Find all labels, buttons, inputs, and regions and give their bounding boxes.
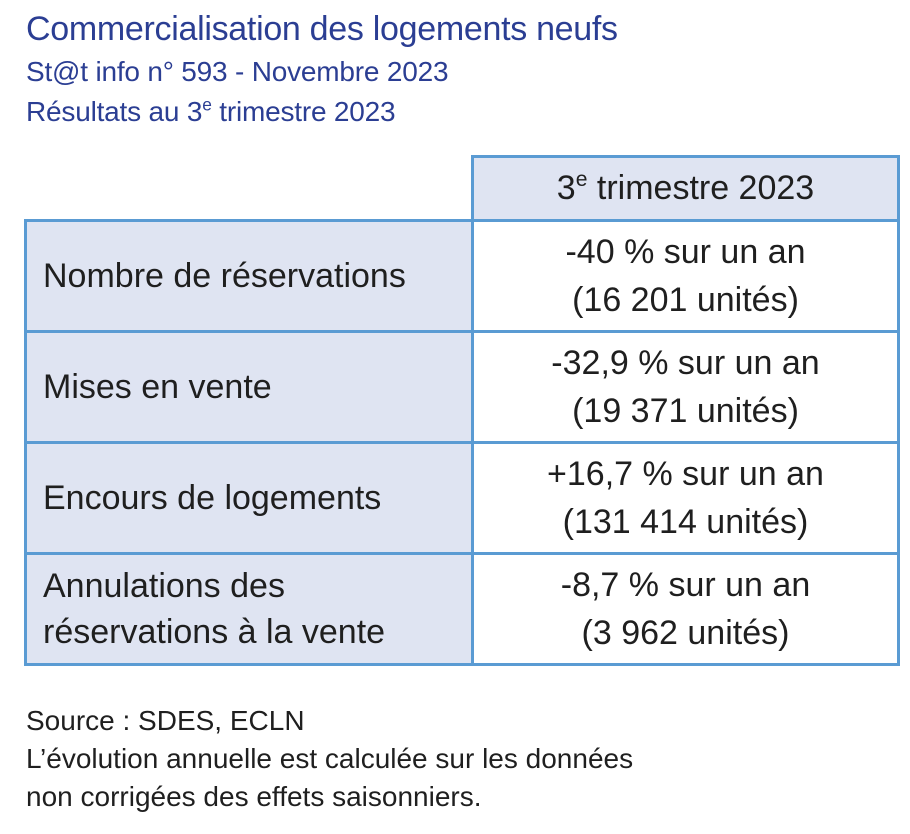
document-header [26, 6, 618, 132]
unit-count: (16 201 unités) [572, 281, 799, 319]
results-period-suffix: trimestre 2023 [211, 96, 396, 127]
annual-change: +16,7 % sur un an [547, 455, 824, 493]
annual-change: -32,9 % sur un an [551, 344, 820, 382]
table-row [26, 443, 899, 554]
table-row [26, 332, 899, 443]
results-period-superscript: e [202, 94, 212, 115]
column-header-superscript: e [575, 167, 588, 191]
page-title: Commercialisation des logements neufs [26, 10, 618, 48]
methodology-note-line-2: non corrigées des effets saisonniers. [26, 781, 482, 812]
row-value [473, 332, 899, 443]
row-label: Annulations des réservations à la vente [26, 554, 473, 665]
table-row [26, 221, 899, 332]
results-period-prefix: Résultats au 3 [26, 96, 203, 127]
results-period [26, 92, 618, 132]
unit-count: (131 414 unités) [562, 503, 809, 541]
document-footer [26, 702, 633, 816]
row-value [473, 443, 899, 554]
row-value [473, 554, 899, 665]
annual-change: -8,7 % sur un an [560, 566, 811, 604]
annual-change: -40 % sur un an [565, 233, 806, 271]
row-label: Mises en vente [26, 332, 473, 443]
column-header-suffix: trimestre 2023 [587, 169, 815, 207]
publication-reference: St@t info n° 593 - Novembre 2023 [26, 56, 449, 87]
column-header-prefix: 3 [556, 169, 576, 207]
row-value [473, 221, 899, 332]
unit-count: (19 371 unités) [572, 392, 799, 430]
unit-count: (3 962 unités) [581, 614, 790, 652]
methodology-note-line-1: L’évolution annuelle est calculée sur les données [26, 743, 634, 774]
source-note: Source : SDES, ECLN [26, 705, 305, 736]
row-label: Nombre de réservations [26, 221, 473, 332]
column-header [473, 157, 899, 221]
table-corner-cell [26, 157, 473, 221]
table-row [26, 554, 899, 665]
table-header-row [26, 157, 899, 221]
row-label: Encours de logements [26, 443, 473, 554]
results-table [24, 155, 900, 666]
